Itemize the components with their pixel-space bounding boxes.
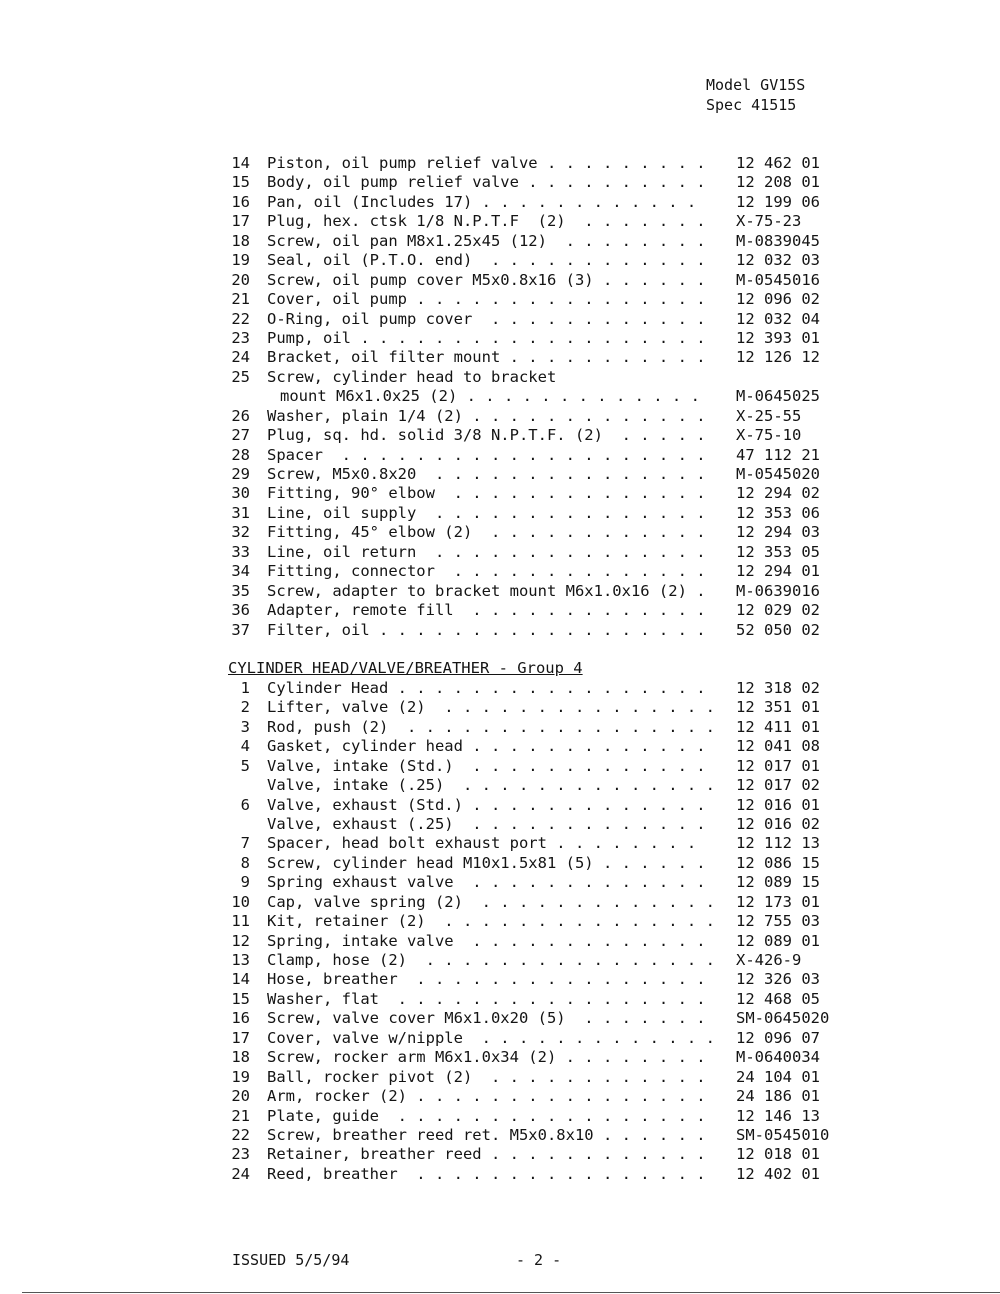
parts-row: [228, 407, 848, 426]
item-description: Hose, breather . . . . . . . . . . . . . . . .: [267, 970, 706, 989]
parts-row: [228, 173, 848, 192]
item-description: Arm, rocker (2) . . . . . . . . . . . . . . . .: [267, 1087, 706, 1106]
parts-row: [228, 232, 848, 251]
parts-row: [228, 484, 848, 503]
item-number: 17: [231, 1028, 250, 1047]
part-number: 12 173 01: [736, 892, 820, 911]
item-number: 1: [240, 678, 250, 697]
item-description: Plug, hex. ctsk 1/8 N.P.T.F (2) . . . . . . .: [267, 212, 706, 231]
item-number: 22: [231, 1125, 250, 1144]
part-number: 24 186 01: [736, 1087, 820, 1106]
item-number: 23: [231, 328, 250, 347]
item-description: Kit, retainer (2) . . . . . . . . . . . . . . .: [267, 912, 715, 931]
part-number: 12 018 01: [736, 1145, 820, 1164]
part-number: 12 032 03: [736, 251, 820, 270]
item-number: 35: [231, 581, 250, 600]
spec-label: Spec 41515: [706, 96, 797, 114]
parts-row: [228, 873, 848, 892]
item-description: Fitting, 45° elbow (2) . . . . . . . . . . . .: [267, 523, 706, 542]
item-description: Screw, breather reed ret. M5x0.8x10 . . . . . .: [267, 1125, 706, 1144]
item-description: Screw, oil pump cover M5x0.8x16 (3) . . . . . .: [267, 270, 706, 289]
item-number: 21: [231, 290, 250, 309]
item-description: Screw, adapter to bracket mount M6x1.0x16 (2) .: [267, 581, 706, 600]
part-number: 12 112 13: [736, 834, 820, 853]
parts-row: [228, 1087, 848, 1106]
part-number: 12 146 13: [736, 1106, 820, 1125]
parts-row: [228, 601, 848, 620]
item-description: Valve, exhaust (Std.) . . . . . . . . . . . . .: [267, 795, 706, 814]
item-description: O-Ring, oil pump cover . . . . . . . . . . . .: [267, 309, 706, 328]
parts-row: [228, 329, 848, 348]
item-description: Rod, push (2) . . . . . . . . . . . . . . . . .: [267, 717, 715, 736]
parts-list-cylinder-head: [228, 679, 848, 1184]
part-number: 12 462 01: [736, 154, 820, 172]
part-number: 12 411 01: [736, 717, 820, 736]
item-number: 29: [231, 465, 250, 483]
item-description: Line, oil supply . . . . . . . . . . . . . . .: [267, 503, 706, 522]
part-number: 12 353 05: [736, 542, 820, 561]
part-number: 12 089 15: [736, 873, 820, 892]
item-description: Line, oil return . . . . . . . . . . . . . . .: [267, 542, 706, 561]
part-number: 12 032 04: [736, 309, 820, 328]
parts-row: [228, 1009, 848, 1028]
item-description: Screw, oil pan M8x1.25x45 (12) . . . . . . . .: [267, 231, 706, 250]
item-number: 33: [231, 542, 250, 561]
parts-row: [228, 815, 848, 834]
part-number: 12 017 02: [736, 776, 820, 795]
item-description: Spacer, head bolt exhaust port . . . . . . . .: [267, 834, 697, 853]
parts-row: [228, 698, 848, 717]
item-description: Filter, oil . . . . . . . . . . . . . . . . . .: [267, 620, 706, 639]
item-number: 19: [231, 1067, 250, 1086]
item-number: 13: [231, 951, 250, 969]
part-number: M-0839045: [736, 231, 820, 250]
item-description: Gasket, cylinder head . . . . . . . . . . . . .: [267, 737, 706, 756]
part-number: 47 112 21: [736, 445, 820, 464]
parts-row: [228, 912, 848, 931]
parts-row: [228, 251, 848, 270]
part-number: 12 353 06: [736, 503, 820, 522]
item-number: 5: [240, 756, 250, 775]
part-number: 12 016 01: [736, 795, 820, 814]
part-number: 12 294 02: [736, 484, 820, 503]
part-number: 52 050 02: [736, 620, 820, 639]
item-number: 14: [231, 154, 250, 172]
item-number: 4: [240, 737, 250, 756]
item-number: 20: [231, 270, 250, 289]
part-number: X-75-23: [736, 212, 802, 231]
parts-row: [228, 737, 848, 756]
part-number: X-25-55: [736, 406, 802, 425]
parts-row: [228, 834, 848, 853]
item-description: Screw, rocker arm M6x1.0x34 (2) . . . . . . . .: [267, 1048, 706, 1067]
item-number: 10: [231, 892, 250, 911]
item-description: Plate, guide . . . . . . . . . . . . . . . . .: [267, 1106, 706, 1125]
item-number: 27: [231, 426, 250, 445]
item-description: Valve, intake (Std.) . . . . . . . . . . . . .: [267, 756, 706, 775]
part-number: M-0545016: [736, 270, 820, 289]
item-description: Spacer . . . . . . . . . . . . . . . . . . . .: [267, 445, 706, 464]
item-number: 12: [231, 931, 250, 950]
issued-date: ISSUED 5/5/94: [232, 1251, 350, 1269]
parts-row: [228, 970, 848, 989]
item-description: Valve, intake (.25) . . . . . . . . . . . . . .: [267, 776, 715, 795]
item-number: 31: [231, 503, 250, 522]
item-description: Lifter, valve (2) . . . . . . . . . . . . . . .: [267, 698, 715, 717]
item-description: Cover, valve w/nipple . . . . . . . . . . . . .: [267, 1028, 715, 1047]
item-number: 7: [240, 834, 250, 853]
page-header: [706, 75, 805, 115]
part-number: 12 208 01: [736, 173, 820, 192]
part-number: 12 326 03: [736, 970, 820, 989]
parts-row: [228, 193, 848, 212]
item-description: Bracket, oil filter mount . . . . . . . . . . .: [267, 348, 706, 367]
parts-row: [228, 582, 848, 601]
part-number: 12 318 02: [736, 678, 820, 697]
parts-row: [228, 1048, 848, 1067]
parts-row: [228, 621, 848, 640]
parts-row: [228, 1145, 848, 1164]
item-number: 15: [231, 989, 250, 1008]
item-description: Ball, rocker pivot (2) . . . . . . . . . . . .: [267, 1067, 706, 1086]
item-description: Screw, M5x0.8x20 . . . . . . . . . . . . . . .: [267, 465, 706, 483]
model-label: Model GV15S: [706, 76, 806, 94]
part-number: 12 294 01: [736, 562, 820, 581]
item-description: Screw, cylinder head to bracket: [267, 367, 557, 386]
item-number: 14: [231, 970, 250, 989]
part-number: 12 017 01: [736, 756, 820, 775]
parts-row: [228, 990, 848, 1009]
part-number: 12 016 02: [736, 814, 820, 833]
part-number: SM-0645020: [736, 1009, 830, 1028]
item-description: Pump, oil . . . . . . . . . . . . . . . . . . .: [267, 328, 706, 347]
part-number: 12 096 02: [736, 290, 820, 309]
part-number: 12 089 01: [736, 931, 820, 950]
parts-row: [228, 290, 848, 309]
item-number: 8: [240, 853, 250, 872]
parts-row: [228, 368, 848, 387]
part-number: 12 402 01: [736, 1164, 820, 1183]
parts-row: [228, 523, 848, 542]
parts-row: [228, 951, 848, 970]
item-description: Seal, oil (P.T.O. end) . . . . . . . . . . . .: [267, 251, 706, 270]
parts-row: [228, 154, 848, 173]
parts-list: [228, 154, 848, 1184]
parts-row: [228, 348, 848, 367]
item-number: 17: [231, 212, 250, 231]
item-number: 22: [231, 309, 250, 328]
part-number: SM-0545010: [736, 1125, 830, 1144]
item-description: Reed, breather . . . . . . . . . . . . . . . .: [267, 1164, 706, 1183]
part-number: X-75-10: [736, 426, 802, 445]
item-description: Valve, exhaust (.25) . . . . . . . . . . . . .: [267, 814, 706, 833]
parts-row: [228, 504, 848, 523]
item-number: 37: [231, 620, 250, 639]
parts-row: [228, 893, 848, 912]
item-description: Screw, cylinder head M10x1.5x81 (5) . . . . . .: [267, 853, 706, 872]
item-number: 16: [231, 192, 250, 211]
item-number: 20: [231, 1087, 250, 1106]
parts-row: [228, 796, 848, 815]
item-description: Cap, valve spring (2) . . . . . . . . . . . . .: [267, 892, 715, 911]
bottom-rule: [22, 1292, 1000, 1293]
part-number: M-0645025: [736, 387, 820, 406]
parts-row: [228, 1126, 848, 1145]
part-number: 12 294 03: [736, 523, 820, 542]
part-number: 12 096 07: [736, 1028, 820, 1047]
part-number: 12 393 01: [736, 328, 820, 347]
item-number: 2: [240, 698, 250, 717]
parts-row: [228, 310, 848, 329]
item-description: Body, oil pump relief valve . . . . . . . . . .: [267, 173, 706, 192]
part-number: 12 029 02: [736, 601, 820, 620]
parts-row: [228, 718, 848, 737]
item-description: Spring exhaust valve . . . . . . . . . . . . .: [267, 873, 706, 892]
item-description: Spring, intake valve . . . . . . . . . . . . .: [267, 931, 706, 950]
item-description: mount M6x1.0x25 (2) . . . . . . . . . . . . .: [280, 387, 700, 406]
part-number: M-0639016: [736, 581, 820, 600]
item-number: 21: [231, 1106, 250, 1125]
item-number: 32: [231, 523, 250, 542]
item-number: 19: [231, 251, 250, 270]
part-number: 12 041 08: [736, 737, 820, 756]
parts-row: [228, 679, 848, 698]
item-number: 18: [231, 231, 250, 250]
item-number: 28: [231, 445, 250, 464]
item-description: Retainer, breather reed . . . . . . . . . . . .: [267, 1145, 706, 1164]
parts-row: [228, 446, 848, 465]
part-number: 12 199 06: [736, 192, 820, 211]
part-number: M-0545020: [736, 465, 820, 483]
group-title: CYLINDER HEAD/VALVE/BREATHER - Group 4: [228, 659, 583, 678]
item-description: Clamp, hose (2) . . . . . . . . . . . . . . . .: [267, 951, 715, 969]
item-number: 26: [231, 406, 250, 425]
part-number: 12 086 15: [736, 853, 820, 872]
item-description: Cylinder Head . . . . . . . . . . . . . . . . .: [267, 678, 706, 697]
parts-row: [228, 1029, 848, 1048]
part-number: M-0640034: [736, 1048, 820, 1067]
item-number: 25: [231, 367, 250, 386]
parts-row: [228, 543, 848, 562]
parts-row: [228, 1165, 848, 1184]
item-description: Fitting, 90° elbow . . . . . . . . . . . . . .: [267, 484, 706, 503]
item-number: 36: [231, 601, 250, 620]
item-description: Pan, oil (Includes 17) . . . . . . . . . . . .: [267, 192, 697, 211]
item-number: 24: [231, 1164, 250, 1183]
item-description: Adapter, remote fill . . . . . . . . . . . . .: [267, 601, 706, 620]
parts-row: [228, 387, 848, 406]
item-number: 6: [240, 795, 250, 814]
parts-row: [228, 562, 848, 581]
item-number: 11: [231, 912, 250, 931]
page-number: - 2 -: [516, 1251, 562, 1269]
part-number: X-426-9: [736, 951, 802, 969]
item-description: Cover, oil pump . . . . . . . . . . . . . . . .: [267, 290, 706, 309]
part-number: 24 104 01: [736, 1067, 820, 1086]
parts-row: [228, 776, 848, 795]
parts-row: [228, 854, 848, 873]
part-number: 12 755 03: [736, 912, 820, 931]
group-heading: [228, 659, 848, 678]
parts-row: [228, 271, 848, 290]
item-number: 34: [231, 562, 250, 581]
item-number: 30: [231, 484, 250, 503]
item-description: Piston, oil pump relief valve . . . . . . . . .: [267, 154, 706, 172]
parts-row: [228, 932, 848, 951]
item-description: Washer, plain 1/4 (2) . . . . . . . . . . . . .: [267, 406, 706, 425]
item-number: 16: [231, 1009, 250, 1028]
parts-list-engine: [228, 154, 848, 640]
item-number: 3: [240, 717, 250, 736]
item-number: 18: [231, 1048, 250, 1067]
parts-row: [228, 1107, 848, 1126]
part-number: 12 468 05: [736, 989, 820, 1008]
item-description: Washer, flat . . . . . . . . . . . . . . . . .: [267, 989, 706, 1008]
item-number: 24: [231, 348, 250, 367]
item-description: Fitting, connector . . . . . . . . . . . . . .: [267, 562, 706, 581]
item-number: 9: [240, 873, 250, 892]
item-description: Screw, valve cover M6x1.0x20 (5) . . . . . . .: [267, 1009, 706, 1028]
item-number: 23: [231, 1145, 250, 1164]
item-description: Plug, sq. hd. solid 3/8 N.P.T.F. (2) . . . . .: [267, 426, 706, 445]
parts-row: [228, 1068, 848, 1087]
parts-row: [228, 212, 848, 231]
parts-row: [228, 757, 848, 776]
part-number: 12 351 01: [736, 698, 820, 717]
item-number: 15: [231, 173, 250, 192]
parts-row: [228, 426, 848, 445]
parts-row: [228, 465, 848, 484]
part-number: 12 126 12: [736, 348, 820, 367]
